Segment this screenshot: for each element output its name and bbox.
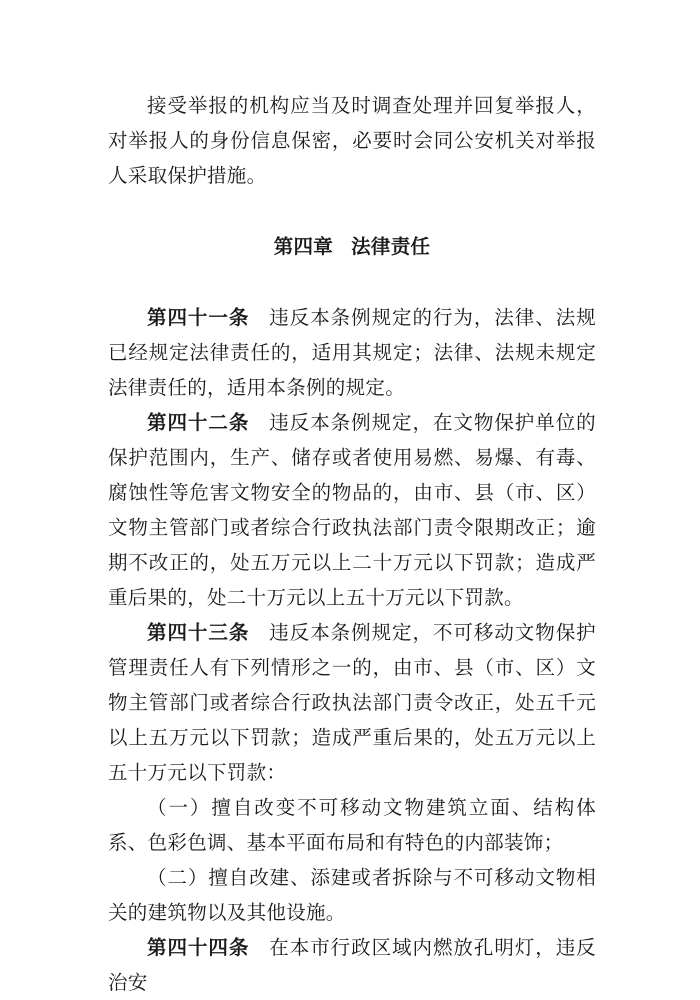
intro-paragraph: 接受举报的机构应当及时调查处理并回复举报人，对举报人的身份信息保密，必要时会同公安机关对举报人采取保护措施。 xyxy=(108,94,596,187)
article-42-title: 第四十二条 xyxy=(147,411,250,434)
article-43-item-2: （二）擅自改建、添建或者拆除与不可移动文物相关的建筑物以及其他设施。 xyxy=(108,866,596,924)
article-42 xyxy=(108,405,596,615)
article-42-text: 违反本条例规定，在文物保护单位的保护范围内，生产、储存或者使用易燃、易爆、有毒、腐蚀性等危害文物安全的物品的，由市、县（市、区）文物主管部门或者综合行政执法部门责令限期改正；逾期不改正的，处五万元以上二十万元以下罚款；造成严重后果的，处二十万元以上五十万元以下罚款。 xyxy=(108,411,596,609)
article-43-title: 第四十三条 xyxy=(147,621,250,644)
article-43-item-1: （一）擅自改变不可移动文物建筑立面、结构体系、色彩色调、基本平面布局和有特色的内部装饰； xyxy=(108,796,596,854)
article-43 xyxy=(108,615,596,790)
article-41-title: 第四十一条 xyxy=(147,306,250,329)
chapter-title: 法律责任 xyxy=(351,235,431,258)
article-41 xyxy=(108,300,596,405)
article-44-title: 第四十四条 xyxy=(147,936,250,959)
document-page xyxy=(108,88,596,1000)
article-41-text: 违反本条例规定的行为，法律、法规已经规定法律责任的，适用其规定；法律、法规未规定法律责任的，适用本条例的规定。 xyxy=(108,306,596,399)
article-44-text: 在本市行政区域内燃放孔明灯，违反治安 xyxy=(108,936,596,994)
chapter-heading xyxy=(108,229,596,264)
article-43-text: 违反本条例规定，不可移动文物保护管理责任人有下列情形之一的，由市、县（市、区）文物主管部门或者综合行政执法部门责令改正，处五千元以上五万元以下罚款；造成严重后果的，处五万元以上五十万元以下罚款： xyxy=(108,621,596,784)
chapter-number: 第四章 xyxy=(273,235,334,258)
